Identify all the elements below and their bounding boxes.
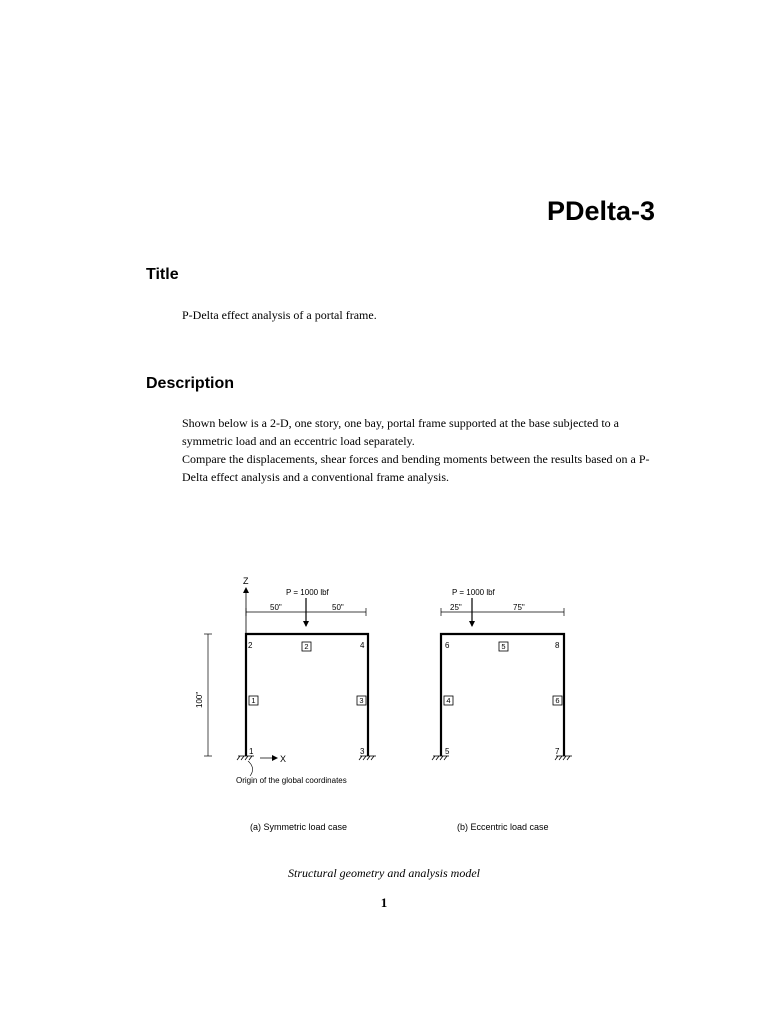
svg-text:6: 6 [555, 696, 560, 705]
description-paragraph-1: Shown below is a 2-D, one story, one bay, portal frame supported at the base subjected to a symmetric load and an eccentric load separately. [182, 416, 619, 448]
frame-a-symmetric [195, 576, 376, 832]
frame-a-node-3: 3 [360, 747, 365, 756]
frame-b-dim-left: 25" [450, 603, 462, 612]
frame-b-support-right [555, 756, 572, 760]
origin-note: Origin of the global coordinates [236, 776, 347, 785]
frame-b-eccentric [432, 588, 572, 832]
svg-text:1: 1 [251, 696, 256, 705]
frame-b-node-7: 7 [555, 747, 560, 756]
frame-b-members [441, 634, 564, 756]
title-section-text: P-Delta effect analysis of a portal frame. [182, 308, 377, 322]
frame-b-element-6 [553, 696, 562, 705]
frame-a-node-2: 2 [248, 641, 253, 650]
frame-a-element-3 [357, 696, 366, 705]
document-title: PDelta-3 [546, 196, 655, 226]
frame-b-case-label: (b) Eccentric load case [457, 822, 549, 832]
frame-b-node-5: 5 [445, 747, 450, 756]
frame-a-support-right [359, 756, 376, 760]
frame-b-element-5 [499, 642, 508, 651]
frame-a-element-2 [302, 642, 311, 651]
frame-a-element-1 [249, 696, 258, 705]
description-section-heading: Description [146, 375, 235, 392]
description-paragraph-2: Compare the displacements, shear forces and bending moments between the results based on a P-Delta effect analysis and a conventional frame analysis. [182, 452, 650, 484]
frame-a-members [246, 634, 368, 756]
frame-a-node-4: 4 [360, 641, 365, 650]
height-dimension-label: 100" [195, 691, 204, 708]
svg-text:3: 3 [359, 696, 364, 705]
title-section-heading: Title [146, 266, 179, 283]
svg-text:2: 2 [304, 642, 309, 651]
description-body [182, 414, 652, 486]
origin-leader [248, 761, 253, 776]
z-axis-label: Z [243, 576, 249, 586]
frame-a-dim-left: 50" [270, 603, 282, 612]
figure-caption: Structural geometry and analysis model [288, 866, 480, 880]
frame-b-load-label: P = 1000 lbf [452, 588, 495, 597]
frame-a-support-left [237, 756, 254, 760]
frame-a-case-label: (a) Symmetric load case [250, 822, 348, 832]
frame-a-dim-right: 50" [332, 603, 344, 612]
frame-a-load-label: P = 1000 lbf [286, 588, 329, 597]
frame-a-node-1: 1 [249, 747, 254, 756]
structural-geometry-figure [180, 568, 590, 838]
frame-b-node-6: 6 [445, 641, 450, 650]
x-axis-label: X [280, 754, 287, 764]
page-number: 1 [380, 895, 388, 910]
svg-text:4: 4 [446, 696, 451, 705]
svg-text:5: 5 [501, 642, 506, 651]
frame-b-element-4 [444, 696, 453, 705]
frame-b-node-8: 8 [555, 641, 560, 650]
frame-b-support-left [432, 756, 449, 760]
frame-b-dim-right: 75" [513, 603, 525, 612]
